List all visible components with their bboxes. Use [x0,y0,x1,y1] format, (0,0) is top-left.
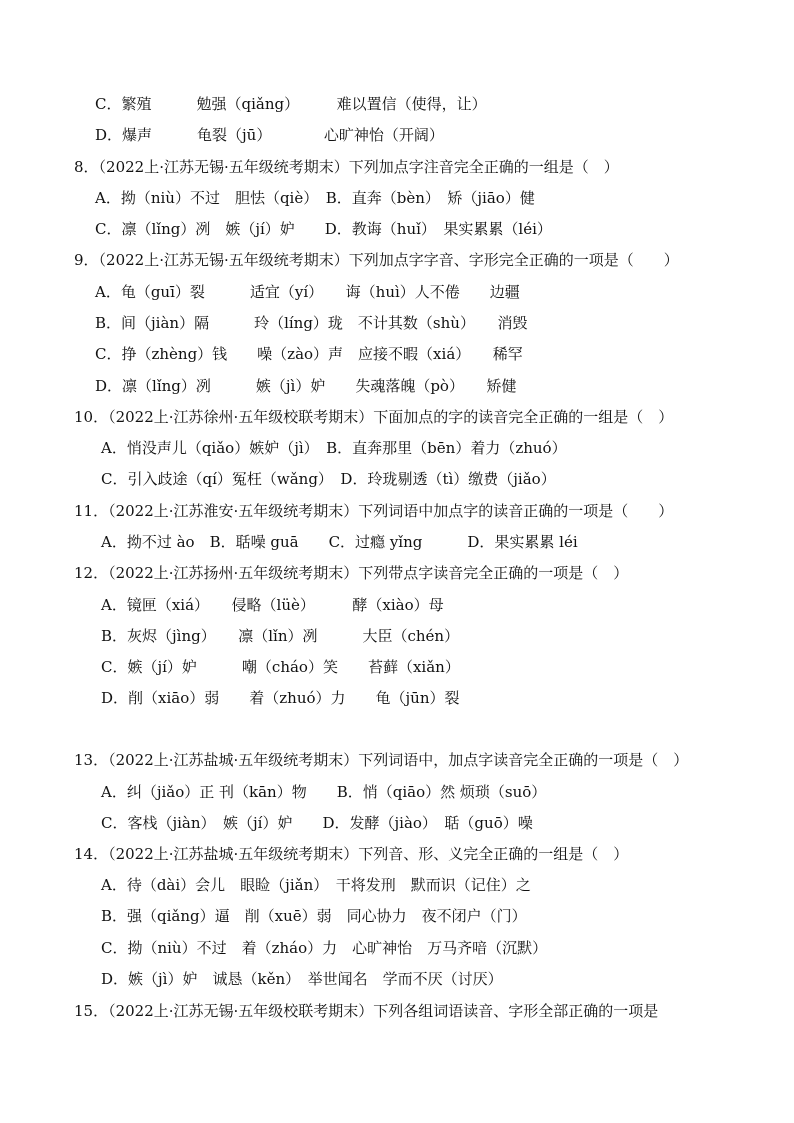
question-11: 11．（2022上·江苏淮安·五年级统考期末）下列词语中加点字的读音正确的一项是（ ） [74,502,674,520]
question-14: 14．（2022上·江苏盐城·五年级统考期末）下列音、形、义完全正确的一组是（ ） [74,845,629,863]
q7-option-d: D．爆声 龟裂（jū） 心旷神怡（开阔） [95,126,444,144]
question-12: 12．（2022上·江苏扬州·五年级统考期末）下列带点字读音完全正确的一项是（ ） [74,564,629,582]
question-13: 13．（2022上·江苏盐城·五年级统考期末）下列词语中，加点字读音完全正确的一项是（ ） [74,751,689,769]
q12-option-d: D．削（xiāo）弱 着（zhuó）力 龟（jūn）裂 [101,689,460,707]
q10-options-ab: A．悄没声儿（qiǎo）嫉妒（jì） B．直奔那里（bēn）着力（zhuó） [101,439,567,457]
q9-option-d: D．凛（lǐng）冽 嫉（jì）妒 失魂落魄（pò） 矫健 [95,377,517,395]
q13-options-cd: C．客栈（jiàn） 嫉（jí）妒 D．发酵（jiào） 聒（guō）噪 [101,814,533,832]
q13-options-ab: A．纠（jiǎo）正 刊（kān）物 B．悄（qiāo）然 烦琐（suō） [101,783,547,801]
q8-options-ab: A．拗（niù）不过 胆怯（qiè） B．直奔（bèn） 矫（jiāo）健 [95,189,535,207]
q8-options-cd: C．凛（lǐng）冽 嫉（jí）妒 D．教诲（huǐ） 果实累累（léi） [95,220,552,238]
question-9: 9．（2022上·江苏无锡·五年级统考期末）下列加点字字音、字形完全正确的一项是（ ） [74,251,679,269]
q7-option-c: C．繁殖 勉强（qiǎng） 难以置信（使得，让） [95,95,487,113]
q9-option-a: A．龟（guī）裂 适宜（yí） 诲（huì）人不倦 边疆 [95,283,520,301]
q12-option-c: C．嫉（jí）妒 嘲（cháo）笑 苔藓（xiǎn） [101,658,460,676]
question-10: 10．（2022上·江苏徐州·五年级校联考期末）下面加点的字的读音完全正确的一组是（ ） [74,408,674,426]
q14-option-b: B．强（qiǎng）逼 削（xuē）弱 同心协力 夜不闭户（门） [101,907,527,925]
q10-options-cd: C．引入歧途（qí）冤枉（wǎng） D．玲珑剔透（tì）缴费（jiǎo） [101,470,556,488]
q12-option-a: A．镜匣（xiá） 侵略（lüè） 酵（xiào）母 [101,596,444,614]
q9-option-c: C．挣（zhèng）钱 噪（zào）声 应接不暇（xiá） 稀罕 [95,345,523,363]
question-15: 15．（2022上·江苏无锡·五年级校联考期末）下列各组词语读音、字形全部正确的一项是 [74,1002,659,1020]
q14-option-d: D．嫉（jì）妒 诚恳（kěn） 举世闻名 学而不厌（讨厌） [101,970,503,988]
q9-option-b: B．间（jiàn）隔 玲（líng）珑 不计其数（shù） 消毁 [95,314,528,332]
q12-option-b: B．灰烬（jìng） 凛（lǐn）冽 大臣（chén） [101,627,460,645]
q14-option-c: C．拗（niù）不过 着（zháo）力 心旷神怡 万马齐喑（沉默） [101,939,548,957]
q14-option-a: A．待（dài）会儿 眼睑（jiǎn） 干将发刑 默而识（记住）之 [101,876,531,894]
question-8: 8．（2022上·江苏无锡·五年级统考期末）下列加点字注音完全正确的一组是（ ） [74,158,619,176]
q11-options: A．拗不过 ào B．聒噪 guā C．过瘾 yǐng D．果实累累 léi [101,533,578,551]
